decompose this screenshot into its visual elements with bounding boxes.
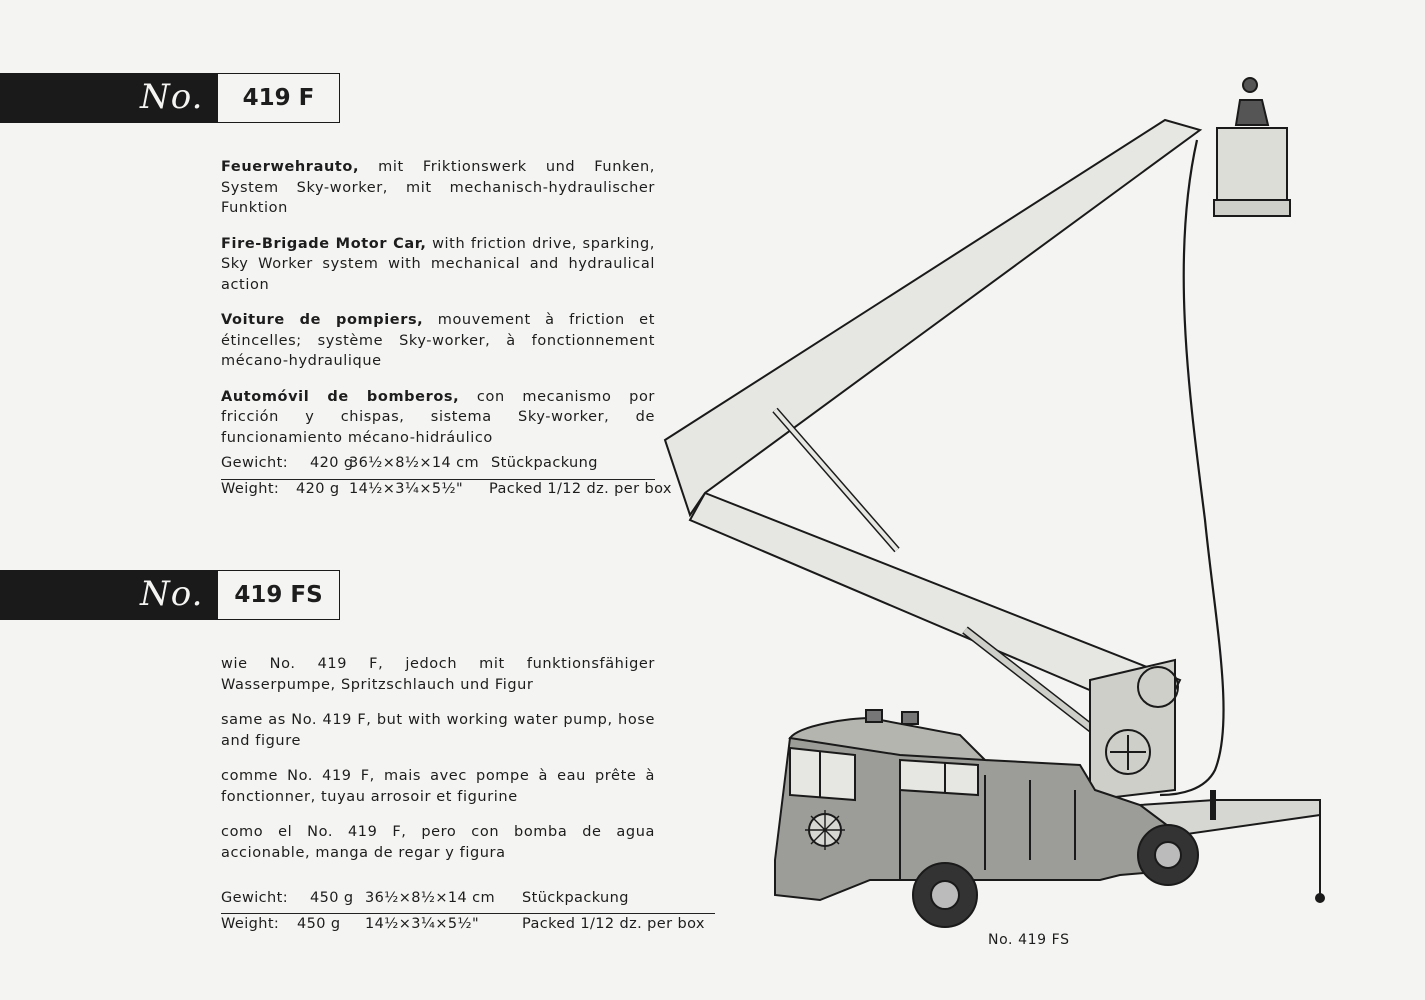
spec-row-gewicht: Gewicht: 450 g 36½×8½×14 cm Stückpackung [221, 890, 629, 906]
desc-fr: comme No. 419 F, mais avec pompe à eau prête à fonctionner, tuyau arrosoir et figurine [221, 768, 655, 805]
spec-row-gewicht: Gewicht: 420 g 36½×8½×14 cm Stückpackung [221, 455, 598, 471]
item-header-419fs [0, 570, 340, 620]
no-label: No. [140, 77, 204, 117]
item2-spec-table [221, 887, 715, 939]
desc-de: wie No. 419 F, jedoch mit funktionsfähiger Wasserpumpe, Spritzschlauch und Figur [221, 656, 655, 693]
upper-boom [665, 120, 1200, 515]
spec-row-weight: Weight: 450 g 14½×3¼×5½" Packed 1/12 dz. per box [221, 916, 705, 932]
desc-es: como el No. 419 F, pero con bomba de agua accionable, manga de regar y figura [221, 824, 655, 861]
image-caption: No. 419 FS [988, 932, 1070, 948]
desc-en: Fire-Brigade Motor Car, with friction drive, sparking, Sky Worker system with mechanical and hydraulical action [221, 235, 655, 293]
fire-truck-illustration [650, 60, 1350, 940]
desc-fr: Voiture de pompiers, mouvement à friction et étincelles; système Sky-worker, à fonctionnement mécano-hydraulique [221, 312, 655, 369]
spec-row-weight: Weight: 420 g 14½×3¼×5½" Packed 1/12 dz. per box [221, 481, 672, 497]
item-number: 419 F [217, 73, 340, 123]
item2-description [221, 654, 655, 878]
item1-description [221, 157, 655, 463]
item-header-419f [0, 73, 340, 123]
item1-spec-table [221, 452, 672, 504]
desc-de: Feuerwehrauto, mit Friktionswerk und Funken, System Sky-worker, mit mechanisch-hydraulischer Funktion [221, 159, 655, 216]
no-label: No. [140, 574, 204, 614]
item-number: 419 FS [217, 570, 340, 620]
desc-en: same as No. 419 F, but with working water pump, hose and figure [221, 712, 655, 749]
desc-es: Automóvil de bomberos, con mecanismo por fricción y chispas, sistema Sky-worker, de funcionamiento mécano-hidráulico [221, 388, 655, 446]
